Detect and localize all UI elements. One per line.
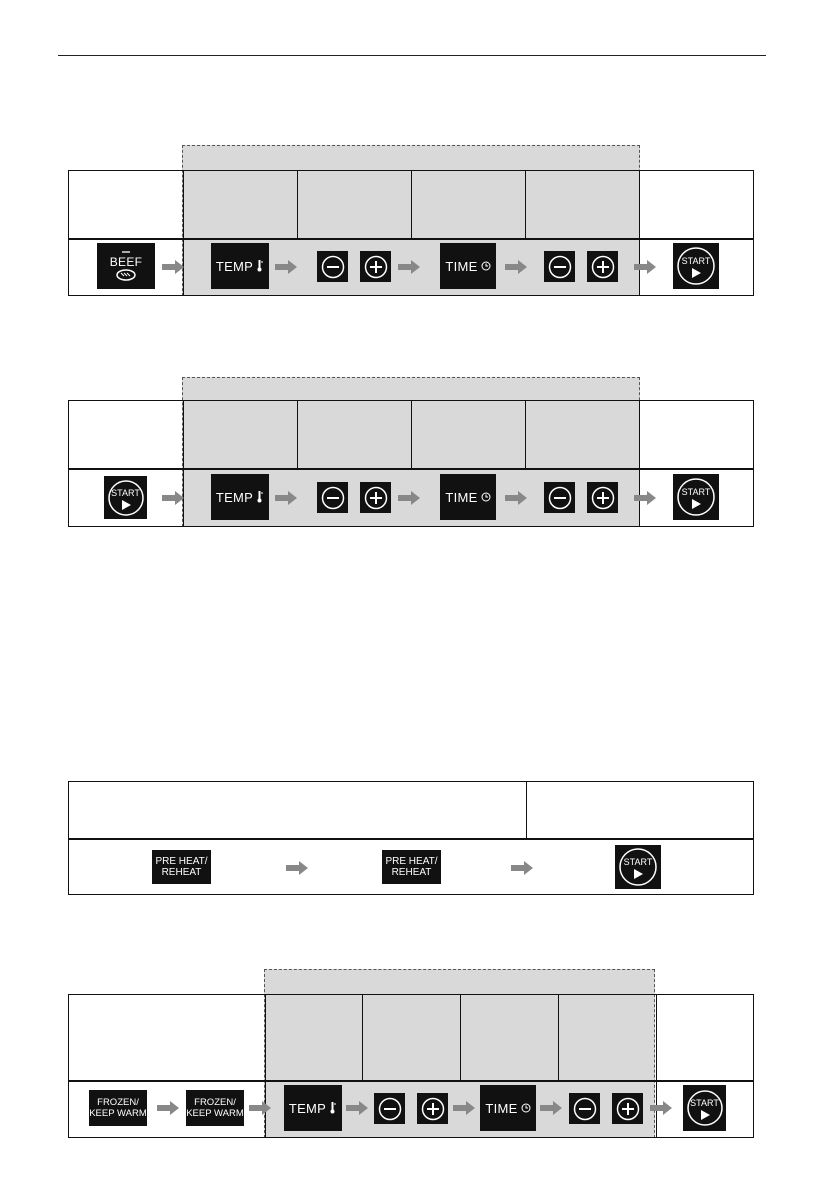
start-label: START [623, 857, 653, 867]
thermometer-icon [329, 1102, 337, 1114]
arrow-right-icon [453, 1101, 475, 1115]
time-label: TIME [445, 258, 478, 274]
arrow-right-icon [505, 260, 527, 274]
plus-icon [421, 1097, 445, 1121]
plus-icon [616, 1097, 640, 1121]
arrow-right-icon [650, 1101, 672, 1115]
start-icon [686, 1088, 724, 1128]
start-button[interactable] [673, 474, 719, 520]
preheat-label-line2: REHEAT [391, 867, 432, 878]
thermometer-icon [256, 491, 264, 503]
thermometer-icon [256, 260, 264, 272]
start-icon [676, 477, 716, 517]
sequence-table-4 [68, 994, 754, 1138]
arrow-right-icon [505, 491, 527, 505]
arrow-right-icon [249, 1101, 271, 1115]
plus-icon [591, 255, 615, 279]
start-label: START [681, 487, 711, 497]
minus-button[interactable] [569, 1093, 600, 1124]
temp-label: TEMP [215, 489, 254, 505]
start-icon [618, 847, 658, 887]
minus-button[interactable] [317, 251, 348, 282]
preheat-reheat-button[interactable] [152, 850, 211, 884]
frozen-keep-warm-button[interactable] [186, 1090, 244, 1126]
minus-icon [548, 255, 572, 279]
plus-button[interactable] [417, 1093, 448, 1124]
plus-button[interactable] [612, 1093, 643, 1124]
clock-icon [481, 261, 491, 271]
plus-button[interactable] [360, 251, 391, 282]
time-label: TIME [445, 489, 478, 505]
start-button[interactable] [673, 243, 719, 289]
steak-icon [115, 269, 137, 281]
minus-icon [378, 1097, 402, 1121]
arrow-right-icon [162, 260, 184, 274]
start-label: START [111, 488, 140, 498]
sequence-table-1 [68, 170, 754, 296]
clock-icon [521, 1103, 531, 1113]
frozen-label-line2: KEEP WARM [89, 1108, 147, 1119]
arrow-right-icon [286, 861, 308, 875]
sequence-table-2 [68, 400, 754, 527]
clock-icon [481, 492, 491, 502]
frozen-label-line1: FROZEN/ [194, 1097, 236, 1108]
plus-button[interactable] [587, 482, 618, 513]
arrow-right-icon [511, 861, 533, 875]
plus-icon [591, 486, 615, 510]
time-label: TIME [485, 1100, 518, 1116]
plus-button[interactable] [587, 251, 618, 282]
minus-icon [573, 1097, 597, 1121]
plus-icon [364, 255, 388, 279]
header-rule [58, 55, 766, 56]
minus-icon [321, 255, 345, 279]
time-button[interactable] [440, 474, 496, 520]
preheat-label-line1: PRE HEAT/ [155, 856, 208, 867]
arrow-right-icon [634, 491, 656, 505]
beef-label: BEEF [109, 255, 143, 269]
preheat-label-line1: PRE HEAT/ [385, 856, 438, 867]
time-button[interactable] [440, 243, 496, 289]
temp-label: TEMP [288, 1100, 327, 1116]
arrow-right-icon [162, 491, 184, 505]
time-button[interactable] [480, 1085, 536, 1131]
start-button[interactable] [615, 845, 661, 889]
temp-button[interactable] [211, 474, 269, 520]
frozen-label-line2: KEEP WARM [186, 1108, 244, 1119]
arrow-right-icon [634, 260, 656, 274]
frozen-keep-warm-button[interactable] [89, 1090, 147, 1126]
start-icon [676, 246, 716, 286]
arrow-right-icon [275, 491, 297, 505]
temp-button[interactable] [211, 243, 269, 289]
minus-button[interactable] [374, 1093, 405, 1124]
temp-label: TEMP [215, 258, 254, 274]
arrow-right-icon [346, 1101, 368, 1115]
start-label: START [681, 256, 711, 266]
arrow-right-icon [398, 491, 420, 505]
arrow-right-icon [157, 1101, 179, 1115]
start-label: START [690, 1098, 719, 1108]
minus-button[interactable] [544, 482, 575, 513]
minus-icon [321, 486, 345, 510]
preheat-reheat-button[interactable] [382, 850, 441, 884]
minus-button[interactable] [317, 482, 348, 513]
frozen-label-line1: FROZEN/ [97, 1097, 139, 1108]
minus-button[interactable] [544, 251, 575, 282]
temp-button[interactable] [284, 1085, 342, 1131]
start-button[interactable] [683, 1085, 726, 1131]
preheat-label-line2: REHEAT [161, 867, 202, 878]
plus-icon [364, 486, 388, 510]
plus-button[interactable] [360, 482, 391, 513]
arrow-right-icon [275, 260, 297, 274]
arrow-right-icon [398, 260, 420, 274]
start-button[interactable] [104, 476, 147, 519]
minus-icon [548, 486, 572, 510]
beef-button[interactable] [97, 243, 155, 289]
arrow-right-icon [540, 1101, 562, 1115]
